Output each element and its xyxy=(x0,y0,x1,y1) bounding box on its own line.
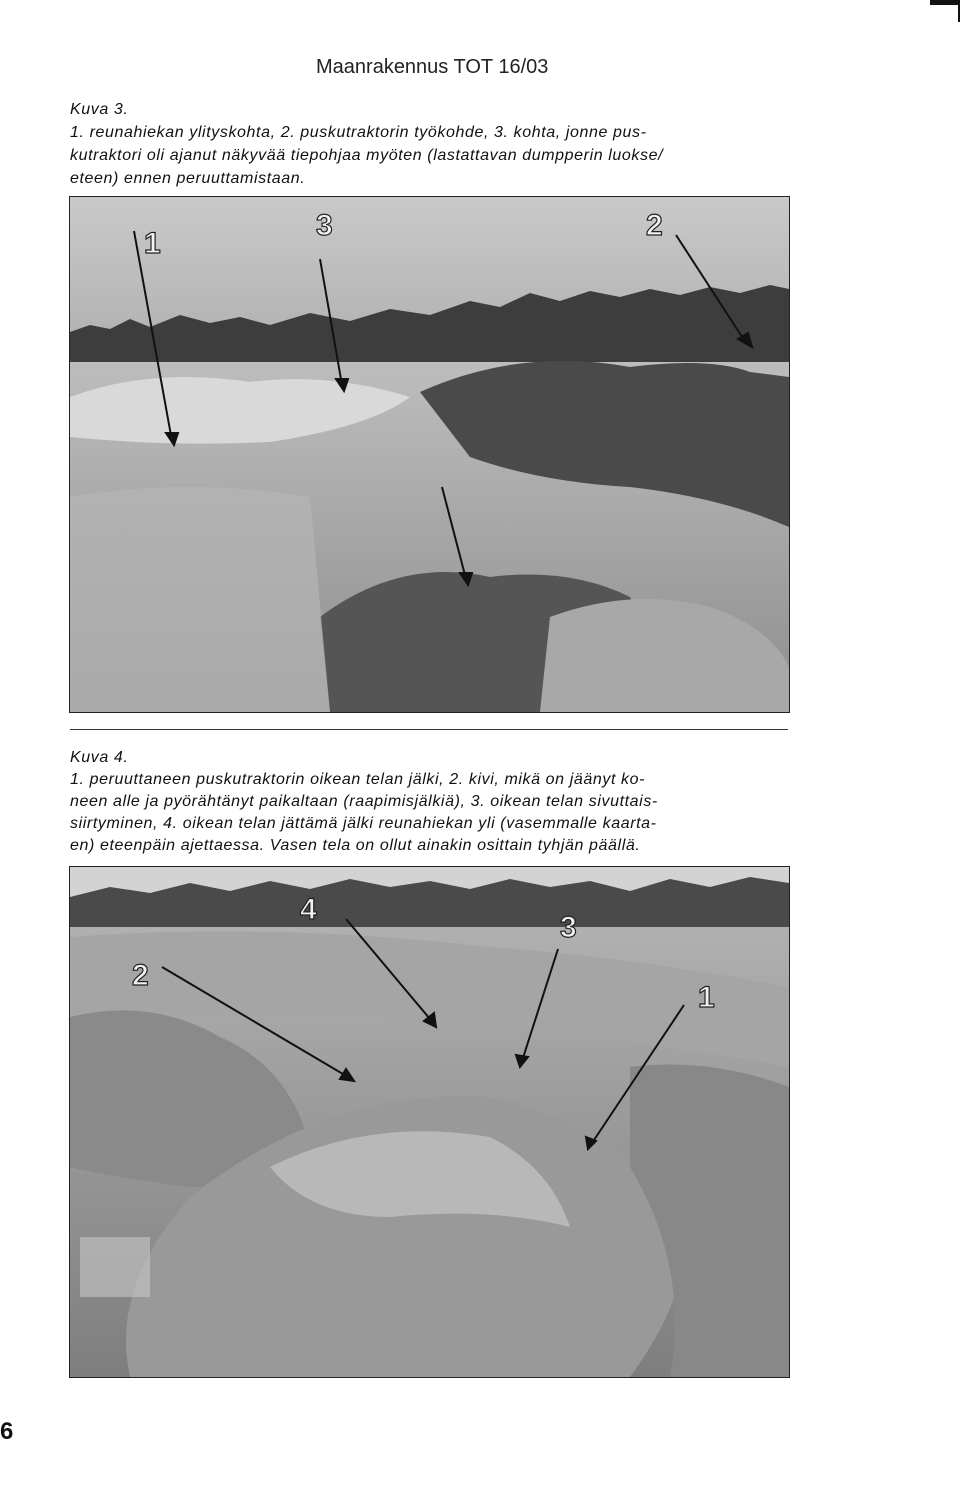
document-header-title: Maanrakennus TOT 16/03 xyxy=(316,56,549,78)
marker-3: 3 xyxy=(560,911,577,944)
marker-3: 3 xyxy=(316,209,333,242)
marker-1: 1 xyxy=(698,981,715,1014)
figure4-photo xyxy=(69,866,790,1378)
figure3-caption-line: kutraktori oli ajanut näkyvää tiepohjaa myöten (lastattavan dumpperin luokse/ xyxy=(70,147,664,164)
figure3-caption xyxy=(70,98,663,190)
figure4-label: Kuva 4. xyxy=(70,749,129,766)
figure4-caption-line: siirtyminen, 4. oikean telan jättämä jälki reunahiekan yli (vasemmalle kaarta- xyxy=(70,815,657,832)
page-number: 6 xyxy=(0,1418,14,1445)
marker-2: 2 xyxy=(646,209,663,242)
figure3-caption-line: 1. reunahiekan ylityskohta, 2. puskutraktorin työkohde, 3. kohta, jonne pus- xyxy=(70,124,647,141)
figure4-caption-line: en) eteenpäin ajettaessa. Vasen tela on ollut ainakin osittain tyhjän päällä. xyxy=(70,837,641,854)
marker-4: 4 xyxy=(300,893,317,926)
figure3-caption-line: eteen) ennen peruuttamistaan. xyxy=(70,170,306,187)
figure4-caption-line: 1. peruuttaneen puskutraktorin oikean telan jälki, 2. kivi, mikä on jäänyt ko- xyxy=(70,771,646,788)
figure4-caption xyxy=(70,747,658,857)
marker-1: 1 xyxy=(144,227,161,260)
figure3-label: Kuva 3. xyxy=(70,101,129,118)
figure3-photo xyxy=(69,196,790,713)
horizontal-rule xyxy=(70,729,788,730)
figure4-caption-line: neen alle ja pyörähtänyt paikaltaan (raapimisjälkiä), 3. oikean telan sivuttais- xyxy=(70,793,658,810)
marker-2: 2 xyxy=(132,959,149,992)
corner-crop-mark xyxy=(930,0,960,5)
